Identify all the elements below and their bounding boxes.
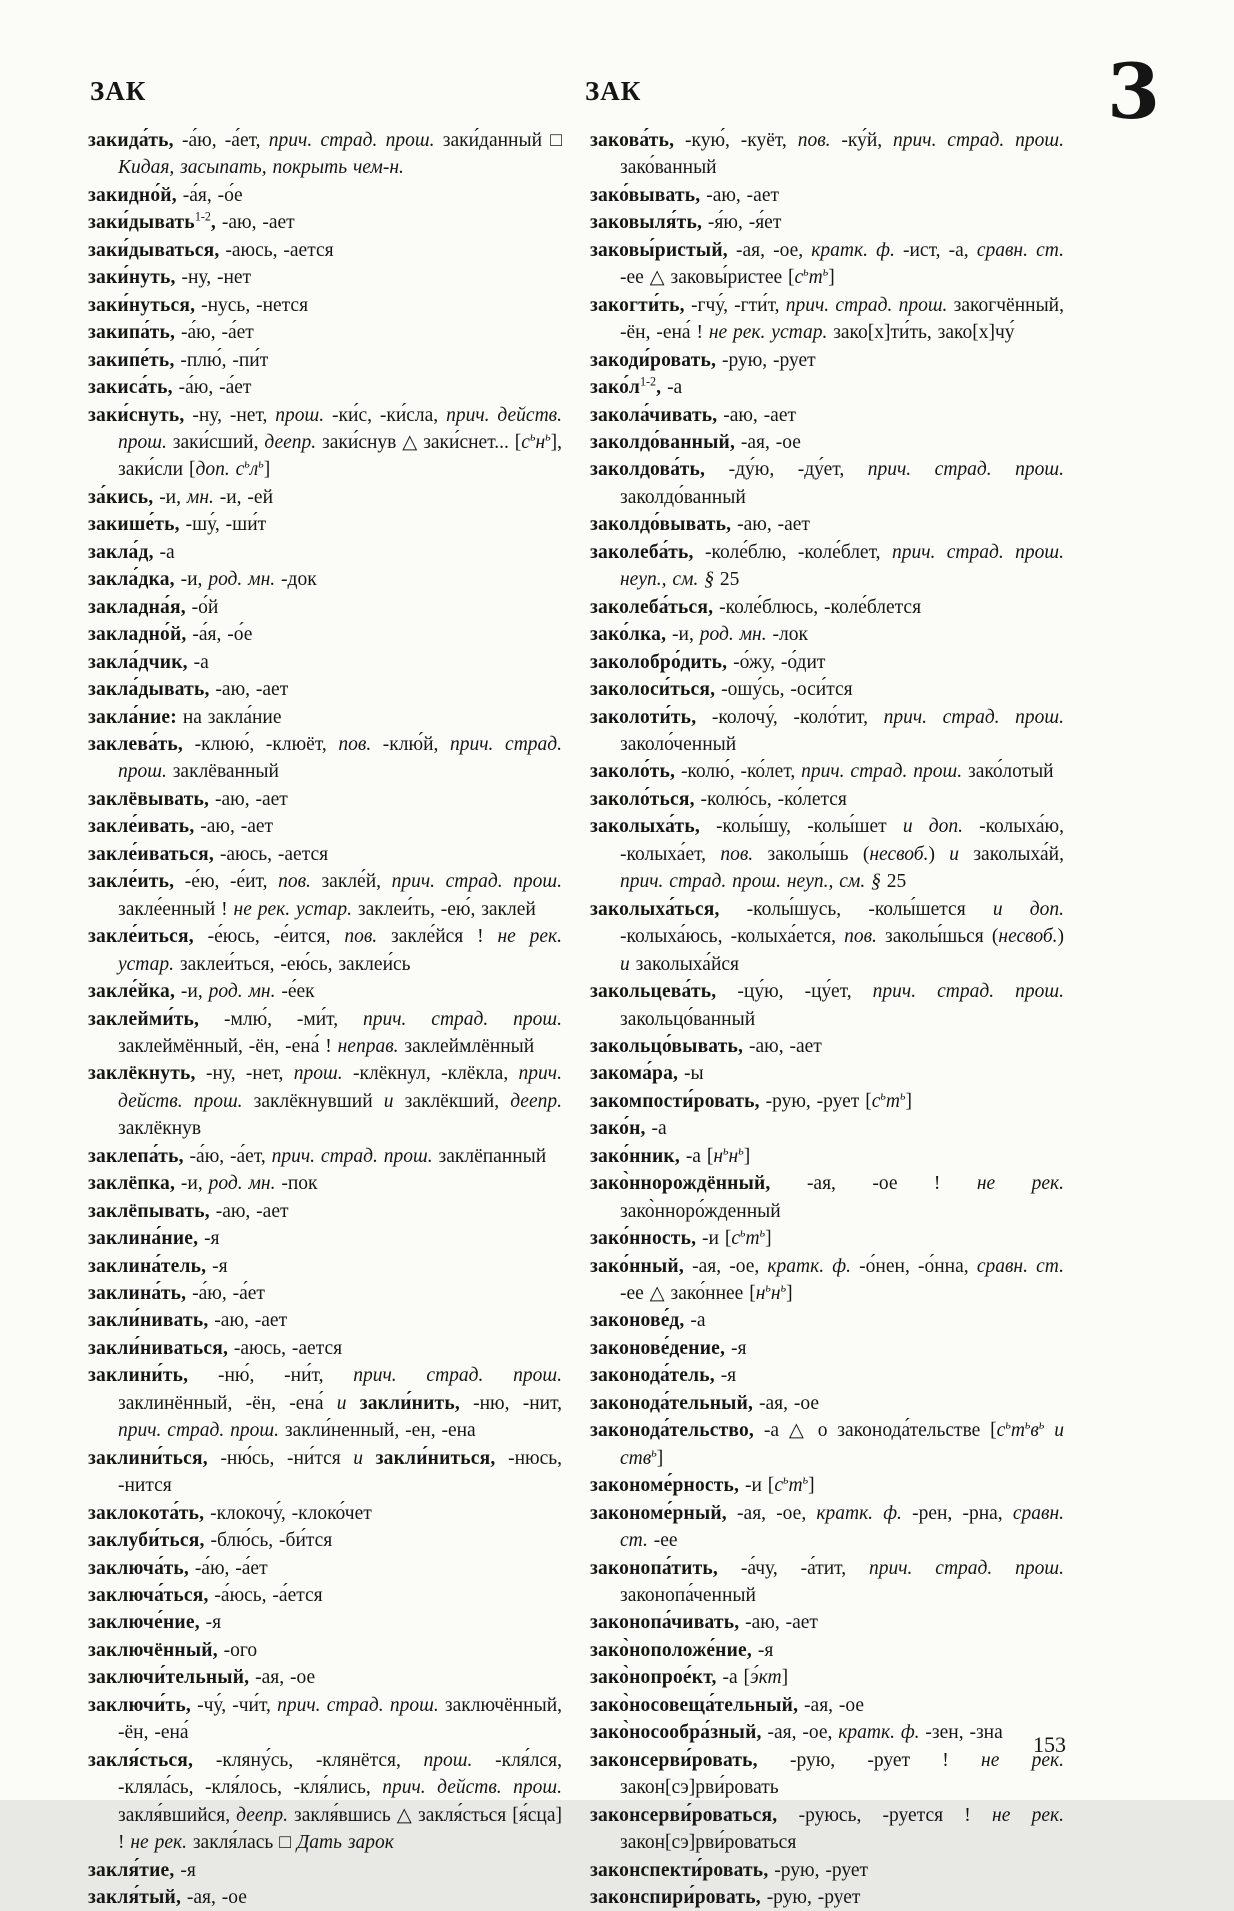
dictionary-entry: заклейми́ть, -млю́, -ми́т, прич. страд. прош. заклеймённый, -ён, -ена́ ! неправ. заклеймлённый (88, 1008, 562, 1057)
dictionary-entry: заколдо́вывать, -аю, -ает (590, 514, 810, 536)
dictionary-entry: заклёпка, -и, род. мн. -пок (88, 1173, 318, 1195)
dictionary-entry: заключа́ться, -а́юсь, -а́ется (88, 1585, 323, 1607)
dictionary-entry: закидно́й, -а́я, -о́е (88, 184, 243, 206)
dictionary-entry: законове́дение, -я (590, 1337, 747, 1359)
dictionary-entry: закла́ние: на закла́ние (88, 706, 282, 728)
dictionary-entry: заключи́ть, -чу́, -чи́т, прич. страд. прош. заключённый, -ён, -ена́ (88, 1694, 563, 1744)
dictionary-entry: закла́дывать, -аю, -ает (88, 679, 289, 701)
dictionary-entry: зако̀ноположе́ние, -я (590, 1639, 774, 1661)
running-head-center: ЗАК (585, 76, 642, 106)
dictionary-entry: заколоси́ться, -ошу́сь, -оси́тся (590, 679, 853, 701)
dictionary-entry: заклёкнуть, -ну, -нет, прош. -клёкнул, -клёкла, прич. действ. прош. заклёкнувший и заклёкший, деепр. заклёкнув (88, 1063, 562, 1140)
running-head-left: ЗАК (90, 76, 147, 106)
dictionary-entry: законопа́чивать, -аю, -ает (590, 1612, 818, 1634)
dictionary-entry: заклёпывать, -аю, -ает (88, 1200, 289, 1222)
dictionary-entry: законсерви́роваться, -руюсь, -руется ! не рек. закон[сэ]рви́роваться (590, 1804, 1064, 1854)
dictionary-entry: заки́нуть, -ну, -нет (88, 267, 252, 289)
dictionary-entry: заклева́ть, -клюю́, -клюёт, пов. -клю́й, прич. страд. прош. заклёванный (88, 733, 563, 783)
dictionary-entry: законода́тель, -я (590, 1365, 737, 1387)
page-number: 153 (1033, 1732, 1066, 1757)
dictionary-entry: законспири́ровать, -рую, -рует (590, 1887, 861, 1908)
dictionary-entry: заковы́ристый, -ая, -ое, кратк. ф. -ист, -а, сравн. ст. -ее △ заковы́ристее $[с^ьт^ь]$ (590, 239, 1064, 289)
dictionary-entry: закле́иваться, -аюсь, -ается (88, 843, 329, 865)
dictionary-entry: закиса́ть, -а́ю, -а́ет (88, 377, 252, 399)
dictionary-entry: закли́нивать, -аю, -ает (88, 1310, 288, 1332)
running-head (0, 47, 1234, 136)
dictionary-entry: закида́ть, -а́ю, -а́ет, прич. страд. прош. заки́данный □ Кидая, засыпать, покрыть чем-н. (88, 130, 563, 179)
dictionary-entry: заколобро́дить, -о́жу, -о́дит (590, 651, 826, 673)
dictionary-entry: заключи́тельный, -ая, -ое (88, 1667, 316, 1689)
dictionary-entry: закла́дка, -и, род. мн. -док (88, 569, 317, 591)
dictionary-entry: заколыха́ть, -колы́шу, -колы́шет и доп. -колыха́ю, -колыха́ет, пов. заколы́шь (несвоб.) и заколыха́й, прич. страд. прош. неуп., см. § 25 (590, 816, 1064, 893)
dictionary-entry: заки́дывать$^{1-2}$, -аю, -ает (88, 209, 295, 234)
dictionary-entry: закладно́й, -а́я, -о́е (88, 624, 253, 646)
dictionary-entry: заклина́тель, -я (88, 1255, 228, 1277)
dictionary-entry: заки́нуться, -нусь, -нется (88, 294, 309, 316)
dictionary-entry: закли́ниваться, -аюсь, -ается (88, 1337, 343, 1359)
dictionary-entry: закола́чивать, -аю, -ает (590, 404, 797, 426)
dictionary-entry: закипе́ть, -плю́, -пи́т (88, 349, 269, 371)
dictionary-entry: заклуби́ться, -блю́сь, -би́тся (88, 1530, 333, 1552)
dictionary-entry: закла́д, -а (88, 541, 175, 563)
dictionary-entry: заключа́ть, -а́ю, -а́ет (88, 1557, 268, 1579)
dictionary-entry: закля́тый, -ая, -ое (88, 1887, 247, 1908)
dictionary-entry: заки́снуть, -ну, -нет, прош. -ки́с, -ки́сла, прич. действ. прош. заки́сший, деепр. заки́снув △ заки́снет... $[с^ьн^ь]$, заки́сли [доп. $с^ьл^ь$] (88, 404, 563, 481)
dictionary-entry: заколдова́ть, -ду́ю, -ду́ет, прич. страд. прош. заколдо́ванный (590, 459, 1064, 508)
dictionary-entry: закише́ть, -шу́, -ши́т (88, 514, 267, 536)
dictionary-entry: закольцо́вывать, -аю, -ает (590, 1035, 822, 1057)
section-numeral: 3 (1107, 47, 1160, 136)
dictionary-entry: закоди́ровать, -рую, -рует (590, 349, 816, 371)
dictionary-entry: закла́дчик, -а (88, 651, 209, 673)
dictionary-entry: закля́сться, -кляну́сь, -клянётся, прош. -кля́лся, -кляла́сь, -кля́лось, -кля́лись, прич. действ. прош. закля́вшийся, деепр. закля́вшись △ закля́сться [я́сца] ! не рек. закля́лась □ Дать зарок (88, 1749, 563, 1854)
dictionary-entry: закля́тие, -я (88, 1859, 196, 1881)
right-column (590, 127, 1064, 1911)
dictionary-entry: зако̀носовеща́тельный, -ая, -ое (590, 1694, 865, 1716)
dictionary-entry: закипа́ть, -а́ю, -а́ет (88, 322, 254, 344)
dictionary-entry: заключе́ние, -я (88, 1612, 222, 1634)
dictionary-entry: закономе́рный, -ая, -ое, кратк. ф. -рен, -рна, сравн. ст. -ее (590, 1502, 1064, 1552)
dictionary-entry: заклини́ться, -ню́сь, -ни́тся и закли́ниться, -нюсь, -нится (88, 1447, 562, 1497)
dictionary-entry: законопа́тить, -а́чу, -а́тит, прич. страд. прош. законопа́ченный (590, 1557, 1064, 1607)
dictionary-entry: законсерви́ровать, -рую, -рует ! не рек. закон[сэ]рви́ровать (590, 1749, 1064, 1799)
dictionary-entry: законода́тельный, -ая, -ое (590, 1392, 819, 1414)
dictionary-entry: закова́ть, -кую́, -куёт, пов. -ку́й, прич. страд. прош. зако́ванный (590, 130, 1064, 179)
dictionary-entry: заклина́ть, -а́ю, -а́ет (88, 1283, 265, 1305)
dictionary-entry: закле́иться, -е́юсь, -е́ится, пов. закле́йся ! не рек. устар. заклеи́ться, -ею́сь, заклеи́сь (88, 926, 563, 975)
dictionary-entry: закома́ра, -ы (590, 1063, 704, 1085)
dictionary-entry: заколдо́ванный, -ая, -ое (590, 431, 801, 453)
dictionary-entry: закогти́ть, -гчу́, -гти́т, прич. страд. прош. закогчённый, -ён, -ена́ ! не рек. устар. зако[х]ти́ть, зако[х]чу́ (590, 294, 1064, 344)
dictionary-entry: заколеба́ться, -коле́блюсь, -коле́блется (590, 596, 922, 618)
dictionary-entry: закольцева́ть, -цу́ю, -цу́ет, прич. страд. прош. закольцо́ванный (590, 981, 1064, 1030)
dictionary-entry: заколо́ть, -колю́, -ко́лет, прич. страд. прош. зако́лотый (590, 761, 1054, 783)
dictionary-entry: зако́н, -а (590, 1118, 667, 1140)
dictionary-entry: заклокота́ть, -клокочу́, -клоко́чет (88, 1502, 372, 1524)
dictionary-entry: закле́йка, -и, род. мн. -е́ек (88, 981, 315, 1003)
dictionary-entry: закладна́я, -о́й (88, 596, 219, 618)
dictionary-entry: зако̀нопрое́кт, -а [э́кт] (590, 1667, 789, 1689)
dictionary-entry: заколо́ться, -колю́сь, -ко́лется (590, 788, 847, 810)
dictionary-entry: $зако́л^{1-2}$, -а (590, 374, 683, 399)
dictionary-entry: заклина́ние, -я (88, 1228, 220, 1250)
dictionary-entry: заковыля́ть, -я́ю, -я́ет (590, 212, 782, 234)
dictionary-entry: заколыха́ться, -колы́шусь, -колы́шется и доп. -колыха́юсь, -колыха́ется, пов. заколы́шься (несвоб.) и заколыха́йся (590, 898, 1064, 975)
dictionary-entry: законове́д, -а (590, 1310, 706, 1332)
text-columns (88, 127, 1064, 1911)
dictionary-entry: зако́лка, -и, род. мн. -лок (590, 624, 808, 646)
left-column (88, 127, 562, 1911)
dictionary-entry: зако́нный, -ая, -ое, кратк. ф. -о́нен, -о́нна, сравн. ст. -ее △ зако́ннее $[н^ьн^ь]$ (590, 1255, 1064, 1305)
dictionary-entry: зако́вывать, -аю, -ает (590, 184, 779, 206)
dictionary-entry: заклёвывать, -аю, -ает (88, 788, 288, 810)
dictionary-entry: заколоти́ть, -колочу́, -коло́тит, прич. страд. прош. заколо́ченный (590, 706, 1064, 755)
dictionary-entry: закономе́рность, -и $[с^ьт^ь]$ (590, 1472, 815, 1497)
dictionary-entry: зако́нность, -и $[с^ьт^ь]$ (590, 1225, 772, 1250)
dictionary-entry: зако̀ннорождённый, -ая, -ое ! не рек. зако̀нноро́жденный (590, 1173, 1064, 1222)
dictionary-entry: заки́дываться, -аюсь, -ается (88, 239, 334, 261)
dictionary-entry: закле́ить, -е́ю, -е́ит, пов. закле́й, прич. страд. прош. закле́енный ! не рек. устар. заклеи́ть, -ею́, заклей (88, 871, 562, 920)
dictionary-entry: законода́тельство, -а △ о законода́тельстве [$с^ьт^ьв^ь$ и ств$^ь$] (590, 1417, 1064, 1469)
dictionary-entry: зако̀носообра́зный, -ая, -ое, кратк. ф. -зен, -зна (590, 1722, 1003, 1744)
dictionary-entry: за́кись, -и, мн. -и, -ей (88, 486, 274, 508)
dictionary-entry: заклепа́ть, -а́ю, -а́ет, прич. страд. прош. заклёпанный (88, 1145, 547, 1167)
dictionary-entry: закомпости́ровать, -рую, -рует $[с^ьт^ь]$ (590, 1088, 912, 1112)
dictionary-entry: зако́нник, -а $[н^ьн^ь]$ (590, 1143, 751, 1167)
dictionary-entry: закле́ивать, -аю, -ает (88, 816, 274, 838)
dictionary-entry: заключённый, -ого (88, 1639, 258, 1661)
dictionary-entry: законспекти́ровать, -рую, -рует (590, 1859, 868, 1881)
dictionary-entry: заколеба́ть, -коле́блю, -коле́блет, прич. страд. прош. неуп., см. § 25 (590, 541, 1065, 591)
dictionary-entry: заклини́ть, -ню́, -ни́т, прич. страд. прош. заклинённый, -ён, -ена́ и закли́нить, -ню, -нит, прич. страд. прош. закли́ненный, -ен, -ена (88, 1365, 563, 1442)
